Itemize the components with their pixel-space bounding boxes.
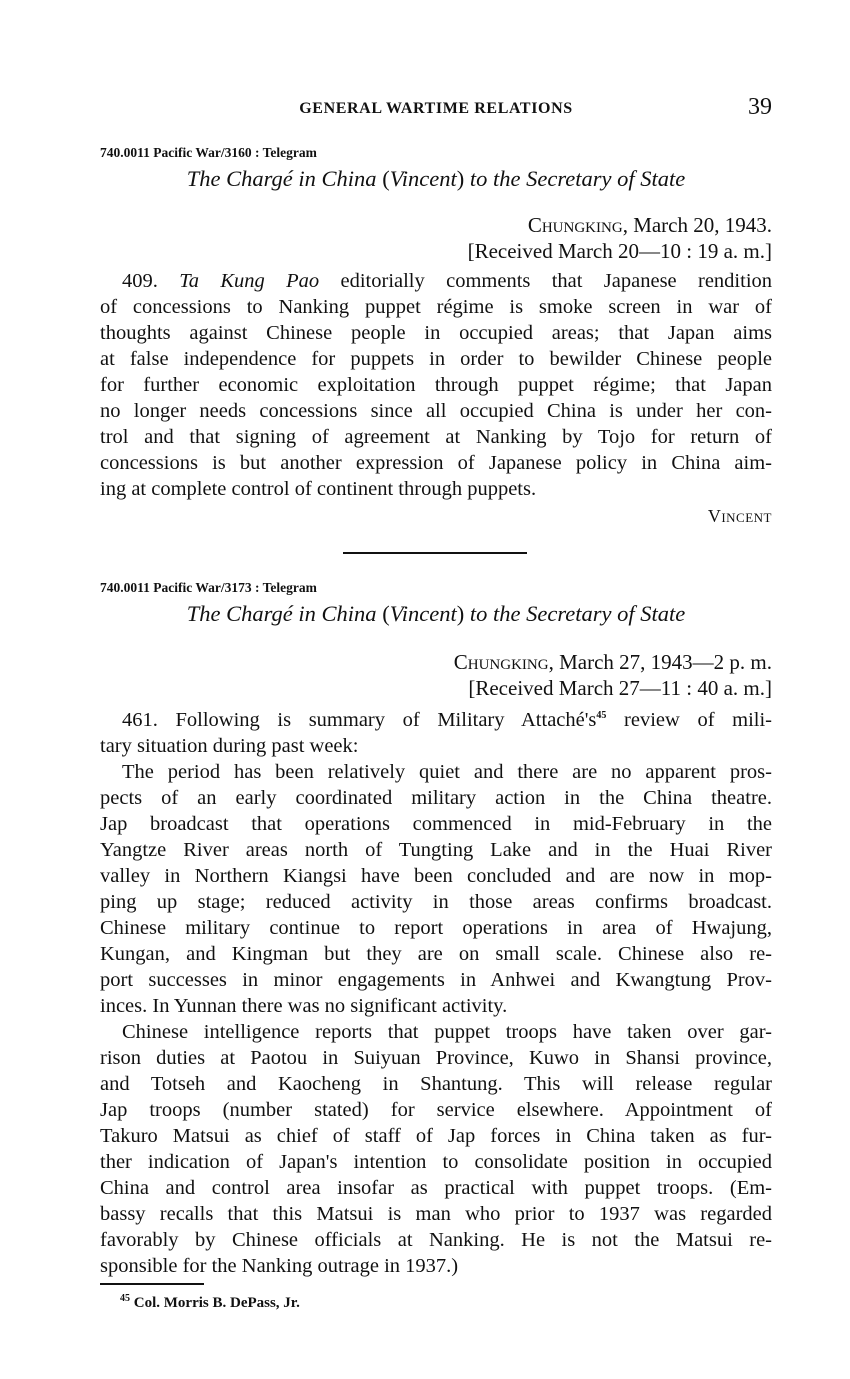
dateline-place-date [454,649,772,675]
text-line: sponsible for the Nanking outrage in 1937.) [100,1255,459,1277]
text-line: valley in Northern Kiangsi have been concluded and are now in mop- [100,865,772,887]
text-line: inces. In Yunnan there was no significant activity. [100,995,508,1017]
running-head [100,96,772,122]
text-line: Chinese military continue to report operations in area of Hwajung, [100,917,772,939]
document-title-2 [100,601,772,627]
text-line: at false independence for puppets in order to bewilder Chinese people [100,348,772,370]
footnote [120,1295,300,1312]
text-line [100,268,772,294]
title-part: Vincent [389,601,457,626]
title-part: The Chargé in China [186,601,377,626]
text-line: and Totseh and Kaocheng in Shantung. This will release regular [100,1073,772,1095]
dateline-place: Chungking [453,650,549,674]
footnote-ref: 45 [596,710,607,722]
text-line: thoughts against Chinese people in occupied areas; that Japan aims [100,322,772,344]
text-line: China and control area insofar as practical with puppet troops. (Em- [100,1177,772,1199]
footnote-rule [100,1283,204,1285]
title-part: Vincent [389,166,457,191]
text-line [100,707,772,733]
text-run: 461. Following is summary of Military Attaché's [122,709,597,731]
page-number: 39 [748,94,772,120]
dateline-1 [468,212,772,264]
title-part: to the Secretary of State [464,166,686,191]
footnote-marker: 45 [120,1293,130,1304]
text-line: Takuro Matsui as chief of staff of Jap forces in China taken as fur- [100,1125,772,1147]
title-part: ) [456,166,465,191]
text-line: Yangtze River areas north of Tungting Lake and in the Huai River [100,839,772,861]
signature-1: Vincent [707,506,772,526]
file-reference-2: 740.0011 Pacific War/3173 : Telegram [100,580,317,595]
text-line: port successes in minor engagements in Anhwei and Kwangtung Prov- [100,969,772,991]
text-line: pects of an early coordinated military action in the China theatre. [100,787,772,809]
text-line: tary situation during past week: [100,735,359,757]
received-line: [Received March 20—10 : 19 a. m.] [467,239,772,263]
text-line: The period has been relatively quiet and there are no apparent pros- [122,761,772,783]
dateline-date: , March 27, 1943—2 p. m. [548,650,772,674]
text-line: Jap troops (number stated) for service elsewhere. Appointment of [100,1099,772,1121]
text-line: of concessions to Nanking puppet régime is smoke screen in war of [100,296,772,318]
dateline-date: , March 20, 1943. [622,213,772,237]
text-run: editorially comments that Japanese rendition [319,270,773,292]
text-line: ther indication of Japan's intention to consolidate position in occupied [100,1151,772,1173]
title-part: ( [382,166,390,191]
title-part: ( [382,601,390,626]
running-title: GENERAL WARTIME RELATIONS [299,100,573,117]
document-title-1 [100,166,772,192]
text-line: Jap broadcast that operations commenced in mid-February in the [100,813,772,835]
paragraph-number: 409. [122,270,180,292]
text-line: rison duties at Paotou in Suiyuan Province, Kuwo in Shansi province, [100,1047,772,1069]
telegram-body-2 [100,707,772,1279]
dateline-2 [454,649,772,701]
footnote-text: Col. Morris B. DePass, Jr. [130,1295,300,1311]
text-run: review of mili- [606,709,772,731]
text-line: trol and that signing of agreement at Nanking by Tojo for return of [100,426,772,448]
file-reference-1: 740.0011 Pacific War/3160 : Telegram [100,145,317,160]
text-line: favorably by Chinese officials at Nanking. He is not the Matsui re- [100,1229,772,1251]
telegram-body-1 [100,268,772,502]
title-part: to the Secretary of State [464,601,686,626]
text-line: ing at complete control of continent through puppets. [100,478,537,500]
section-divider [343,552,527,554]
text-line: Kungan, and Kingman but they are on small scale. Chinese also re- [100,943,772,965]
title-part: The Chargé in China [186,166,377,191]
title-part: ) [456,601,465,626]
dateline-place-date [468,212,772,238]
text-line: concessions is but another expression of Japanese policy in China aim- [100,452,772,474]
received-line: [Received March 27—11 : 40 a. m.] [468,676,772,700]
text-line: for further economic exploitation through puppet régime; that Japan [100,374,772,396]
text-line: no longer needs concessions since all occupied China is under her con- [100,400,772,422]
text-line: bassy recalls that this Matsui is man who prior to 1937 was regarded [100,1203,772,1225]
text-line: Chinese intelligence reports that puppet troops have taken over gar- [122,1021,772,1043]
dateline-place: Chungking [527,213,623,237]
newspaper-name: Ta Kung Pao [179,270,320,292]
text-line: ping up stage; reduced activity in those areas confirms broadcast. [100,891,772,913]
